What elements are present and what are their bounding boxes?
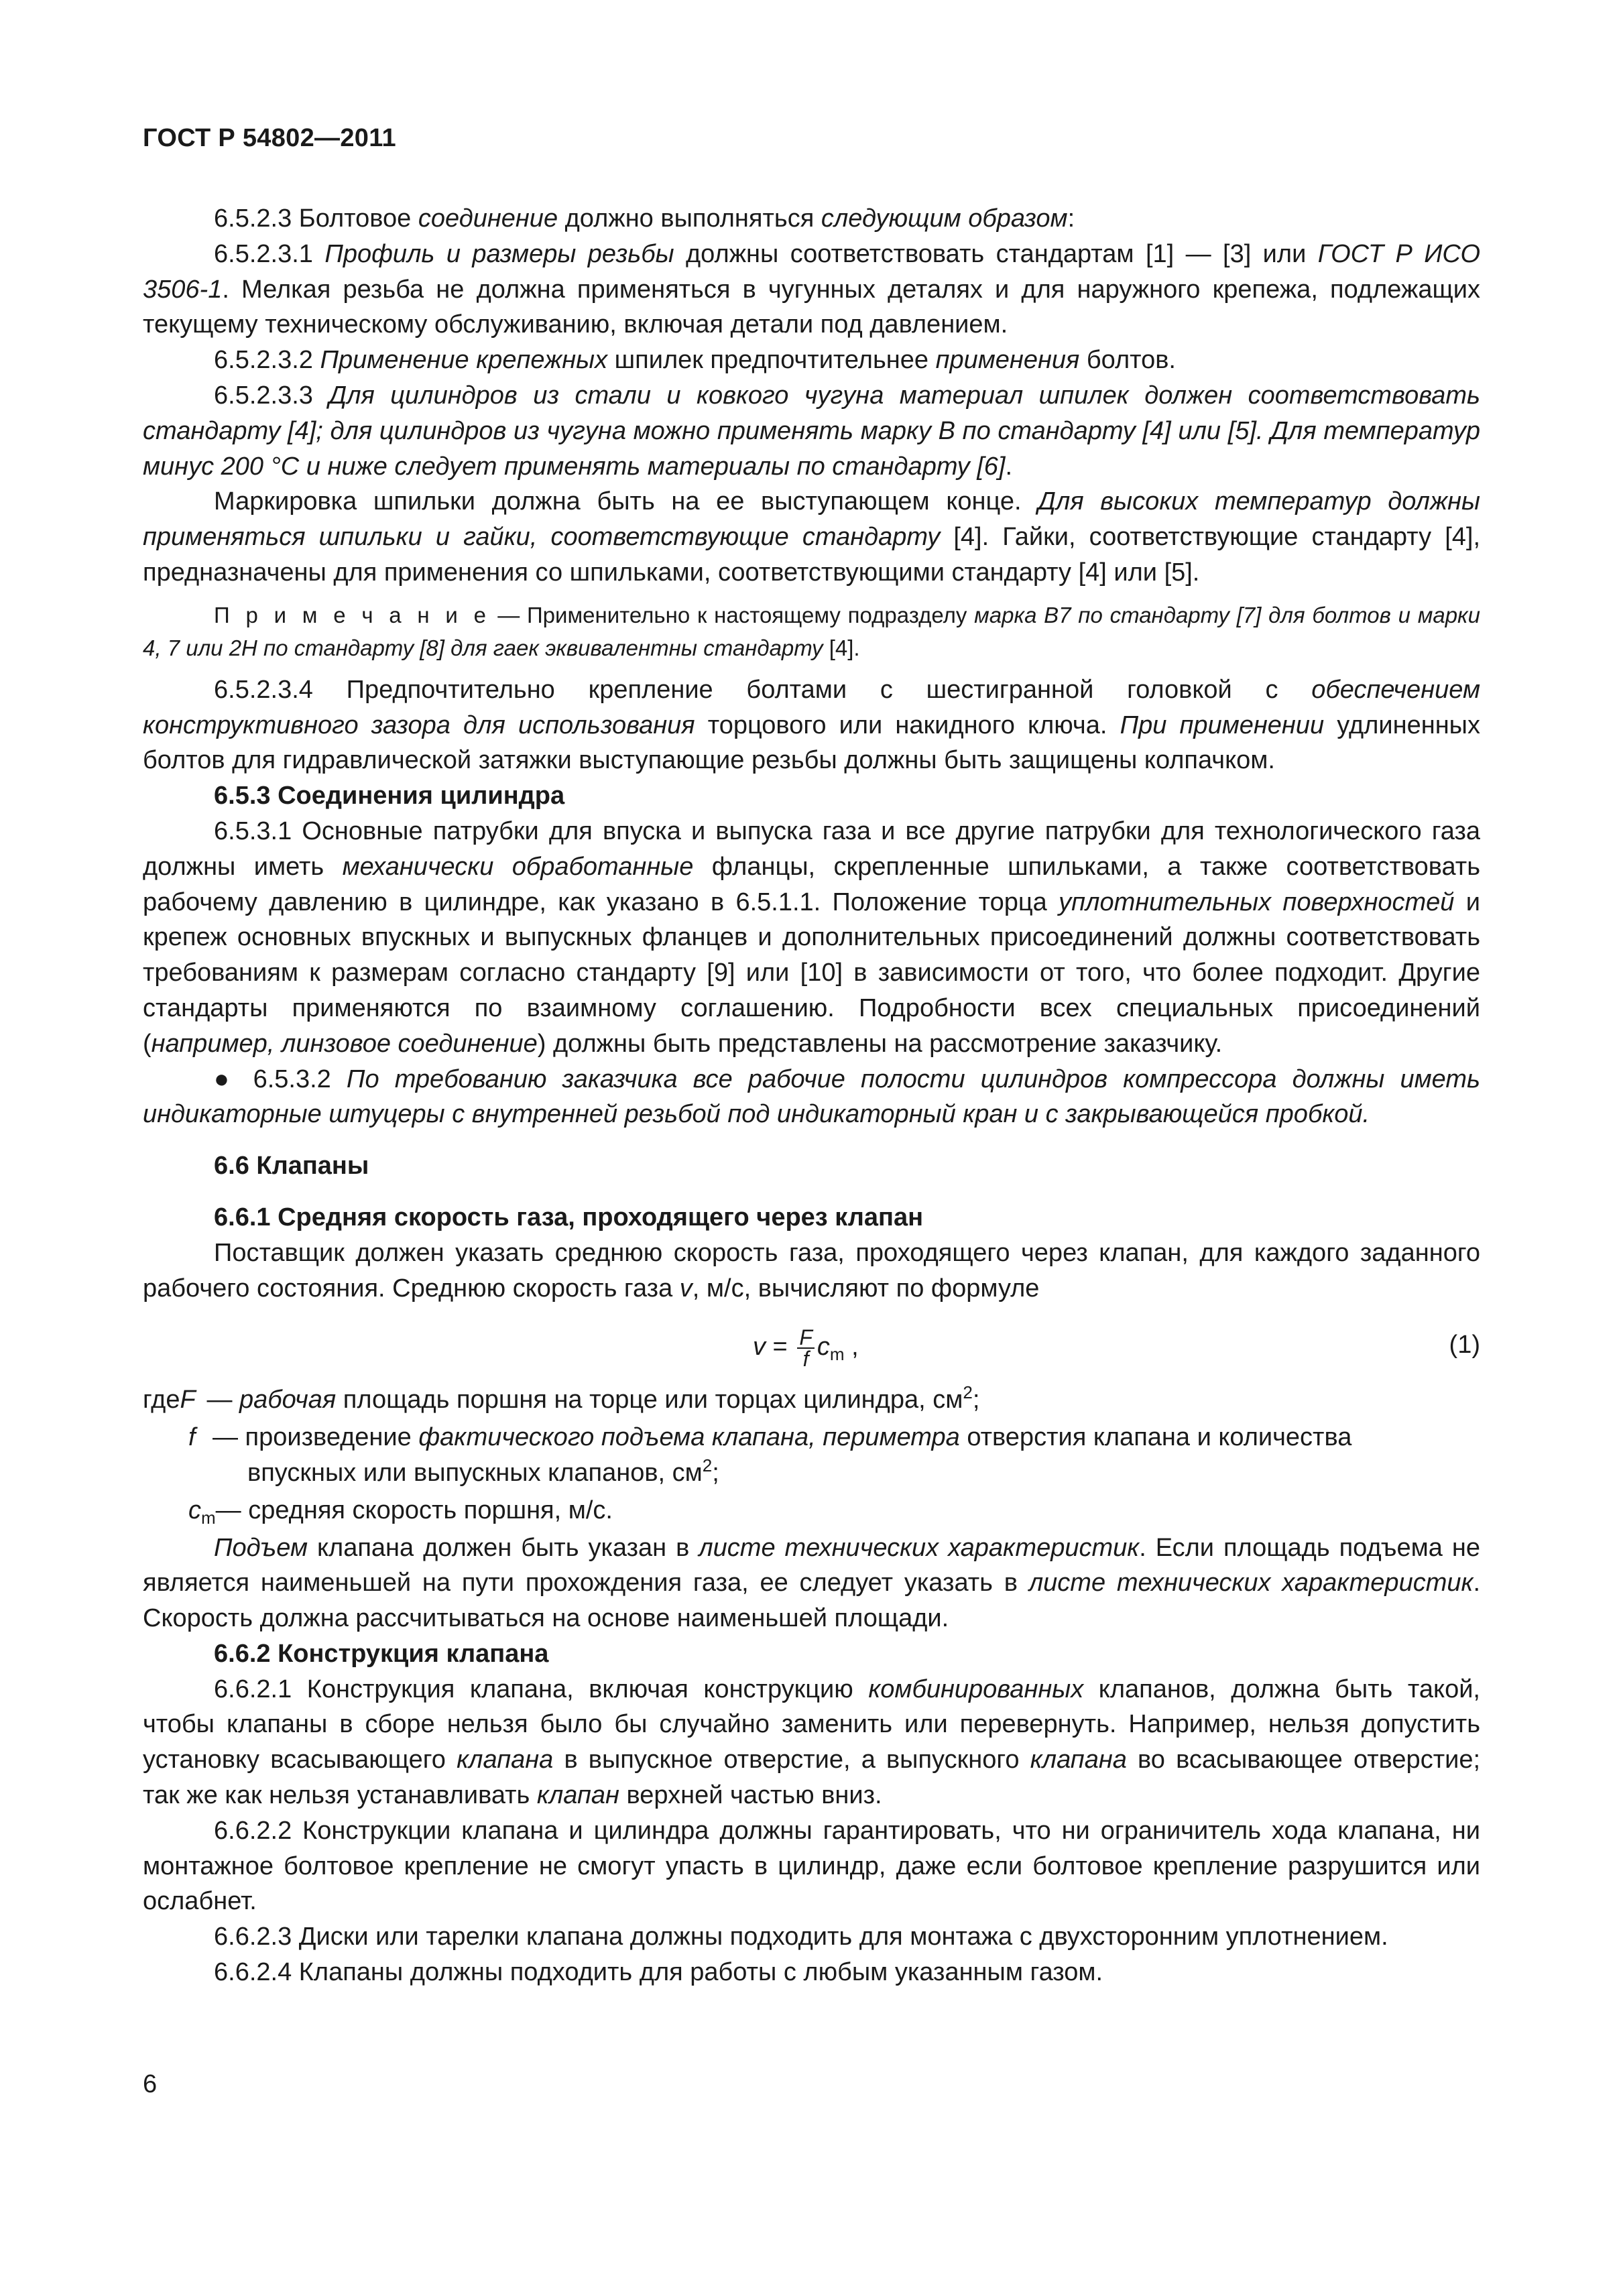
definition-cm: $c_m$ — средняя скорость поршня, м/с. [188,1496,613,1528]
paragraph-stud-marking: Маркировка шпильки должна быть на ее выступающем конце. Для высоких температур должны применяться шпильки и гайки, соответствующие стандарту [4]. Гайки, соответствующие стандарту [4], предназначены для применения со шпильками, соответствующими стандарту [4] или [5]. [143,487,1481,587]
paragraph-6-5-2-3-1: 6.5.2.3.1 Профиль и размеры резьбы должны соответствовать стандартам [1] — [3] или ГОСТ Р ИСО 3506-1. Мелкая резьба не должна применяться в чугунных деталях и для наружного крепежа, подлежащих текущему техническому обслуживанию, включая детали под давлением. [143,239,1480,339]
paragraph-6-5-2-3-4: 6.5.2.3.4 Предпочтительно крепление болтами с шестигранной головкой с обеспечением конструктивного зазора для использования торцового или накидного ключа. При применении удлиненных болтов для гидравлической затяжки выступающие резьбы должны быть защищены колпачком. [143,675,1480,775]
document-code-header: ГОСТ Р 54802—2011 [143,124,396,152]
paragraph-6-5-3-2: ● 6.5.3.2 По требованию заказчика все рабочие полости цилиндров компрессора должны иметь индикаторные штуцеры с внутренней резьбой под индикаторный кран и с закрывающейся пробкой. [143,1065,1481,1129]
paragraph-6-6-2-2: 6.6.2.2 Конструкции клапана и цилиндра должны гарантировать, что ни ограничитель хода клапана, ни монтажное болтовое крепление не смогут упасть в цилиндр, даже если болтовое крепление разрушится или ослабнет. [143,1816,1480,1916]
heading-6-5-3: 6.5.3 Соединения цилиндра [214,782,565,810]
paragraph-6-6-2-4: 6.6.2.4 Клапаны должны подходить для работы с любым указанным газом. [214,1958,1103,1987]
paragraph-6-6-2-1: 6.6.2.1 Конструкция клапана, включая конструкцию комбинированных клапанов, должна быть такой, чтобы клапаны в сборе нельзя было бы случайно заменить или перевернуть. Например, нельзя допустить установку всасывающего клапана в выпускное отверстие, а выпускного клапана во всасывающее отверстие; так же как нельзя устанавливать клапан верхней частью вниз. [143,1675,1481,1810]
heading-6-6-2: 6.6.2 Конструкция клапана [214,1639,549,1668]
formula-number: (1) [1449,1331,1480,1360]
formula-1 [143,1315,1480,1376]
formula-expression: v = $\frac{F}{f}$ $c_m$ , [753,1325,859,1372]
heading-6-6-1: 6.6.1 Средняя скорость газа, проходящего через клапан [214,1203,924,1231]
paragraph-6-6-2-3: 6.6.2.3 Диски или тарелки клапана должны подходить для монтажа с двухсторонним уплотнением. [214,1923,1388,1951]
definition-F: где F — рабочая площадь поршня на торце или торцах цилиндра, $см^2$; [143,1382,980,1414]
paragraph-6-6-1: Поставщик должен указать среднюю скорость газа, проходящего через клапан, для каждого заданного рабочего состояния. Среднюю скорость газа v, м/с, вычисляют по формуле [143,1238,1480,1303]
paragraph-6-5-2-3-2: 6.5.2.3.2 Применение крепежных шпилек предпочтительнее применения болтов. [214,346,1176,375]
note-paragraph: П р и м е ч а н и е — Применительно к настоящему подразделу марка В7 по стандарту [7] для болтов и марки 4, 7 или 2Н по стандарту [8] для гаек эквивалентны стандарту [4]. [143,602,1480,660]
document-body [143,201,1480,1990]
formula-definitions [143,1382,1480,1530]
formula-fraction: $\frac{F}{f}$ [797,1327,815,1369]
heading-6-6: 6.6 Клапаны [214,1152,369,1181]
paragraph-6-5-3-1: 6.5.3.1 Основные патрубки для впуска и выпуска газа и все другие патрубки для технологического газа должны иметь механически обработанные фланцы, скрепленные шпильками, а также соответствовать рабочему давлению в цилиндре, как указано в 6.5.1.1. Положение торца уплотнительных поверхностей и крепеж основных впускных и выпускных фланцев и дополнительных присоединений должны соответствовать требованиям к размерам согласно стандарту [9] или [10] в зависимости от того, что более подходит. Другие стандарты применяются по взаимному соглашению. Подробности всех специальных присоединений (например, линзовое соединение) должны быть представлены на рассмотрение заказчику. [143,817,1480,1058]
page-number: 6 [143,2070,158,2098]
paragraph-6-5-2-3-3: 6.5.2.3.3 Для цилиндров из стали и ковкого чугуна материал шпилек должен соответствовать стандарту [4]; для цилиндров из чугуна можно применять марку В по стандарту [4] или [5]. Для температур минус 200 °С и ниже следует применять материалы по стандарту [6]. [143,381,1480,481]
paragraph-6-5-2-3: 6.5.2.3 Болтовое соединение должно выполняться следующим образом: [214,204,1075,233]
note-label: П р и м е ч а н и е [214,602,491,627]
paragraph-valve-lift: Подъем клапана должен быть указан в листе технических характеристик. Если площадь подъема не является наименьшей на пути прохождения газа, ее следует указать в листе технических характеристик. Скорость должна рассчитываться на основе наименьшей площади. [143,1533,1481,1633]
definition-f: f — произведение фактического подъема клапана, периметра отверстия клапана и количества впускных или выпускных клапанов, $см^2$; [188,1423,1352,1487]
